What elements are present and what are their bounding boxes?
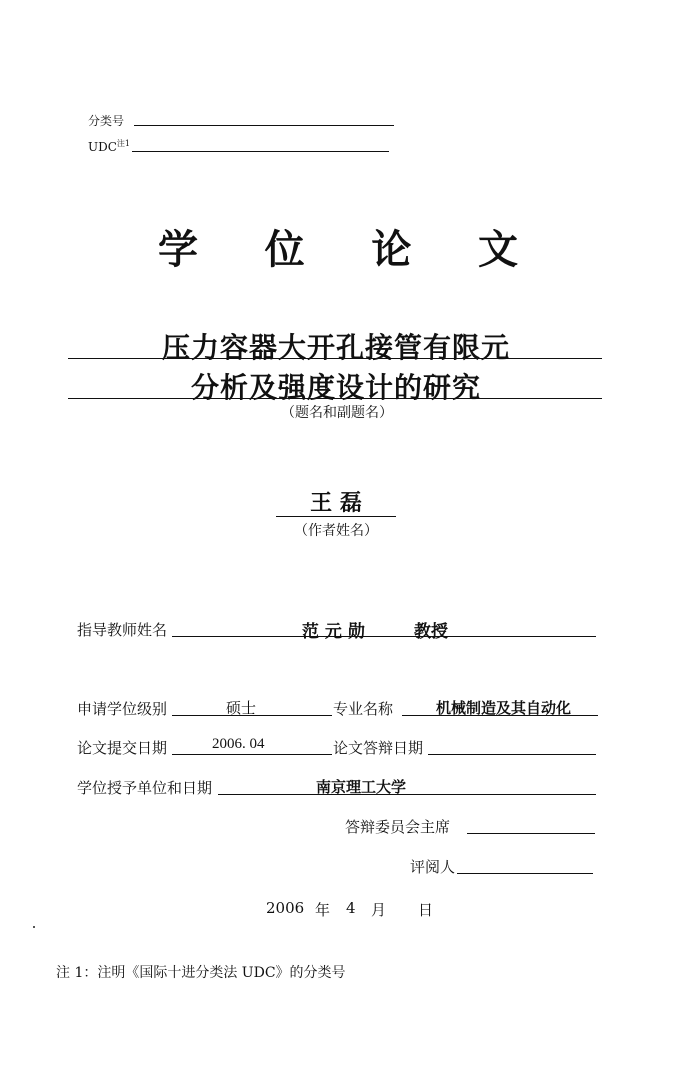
doc-type-char: 文: [477, 227, 518, 273]
title-line-2: 分析及强度设计的研究: [190, 371, 481, 404]
date-day-unit: 日: [418, 901, 434, 919]
advisor-name: 范 元 勋: [302, 622, 365, 642]
major-label: 专业名称: [333, 700, 394, 718]
date-year: 2006: [266, 899, 305, 917]
grant-line: [218, 794, 596, 795]
doc-type-char: 位: [264, 227, 305, 273]
author-caption: （作者姓名）: [294, 523, 378, 539]
advisor-title: 教授: [414, 622, 448, 642]
author-underline: [276, 516, 396, 517]
title-line-1: 压力容器大开孔接管有限元: [161, 331, 510, 364]
advisor-label: 指导教师姓名: [77, 621, 168, 639]
advisor-line: [172, 636, 596, 637]
udc-line: [132, 151, 389, 152]
udc-label: UDC$^{注1}$: [88, 139, 131, 154]
classification-line: [134, 125, 394, 126]
submit-date-label: 论文提交日期: [77, 739, 168, 757]
reviewer-label: 评阅人: [410, 858, 456, 876]
author-name: 王 磊: [310, 491, 362, 516]
defense-date-line: [428, 754, 596, 755]
committee-chair-line: [467, 833, 595, 834]
doc-type-char: 学: [158, 227, 198, 273]
degree-level-label: 申请学位级别: [77, 700, 168, 718]
classification-label: 分类号: [88, 114, 125, 128]
major-value: 机械制造及其自动化: [436, 699, 572, 717]
udc-note-mark: 注1: [116, 139, 131, 148]
doc-type-char: 论: [371, 227, 412, 273]
date-month-unit: 月: [371, 901, 387, 919]
submit-date-line: [172, 754, 332, 755]
submit-date-value: 2006. 04: [212, 736, 265, 752]
scan-speck: [33, 926, 35, 928]
footnote: 注 1：注明《国际十进分类法 UDC》的分类号: [56, 965, 346, 981]
defense-date-label: 论文答辩日期: [333, 739, 424, 757]
title-caption: （题名和副题名）: [281, 405, 393, 421]
title-underline-1: [68, 358, 602, 359]
committee-chair-label: 答辩委员会主席: [345, 818, 451, 836]
document-type: [158, 218, 518, 273]
reviewer-line: [457, 873, 593, 874]
date-month: 4: [346, 899, 356, 917]
grant-value: 南京理工大学: [316, 778, 407, 796]
date-year-unit: 年: [315, 901, 331, 919]
grant-label: 学位授予单位和日期: [77, 779, 213, 797]
title-underline-2: [68, 398, 602, 399]
degree-level-value: 硕士: [226, 699, 257, 717]
